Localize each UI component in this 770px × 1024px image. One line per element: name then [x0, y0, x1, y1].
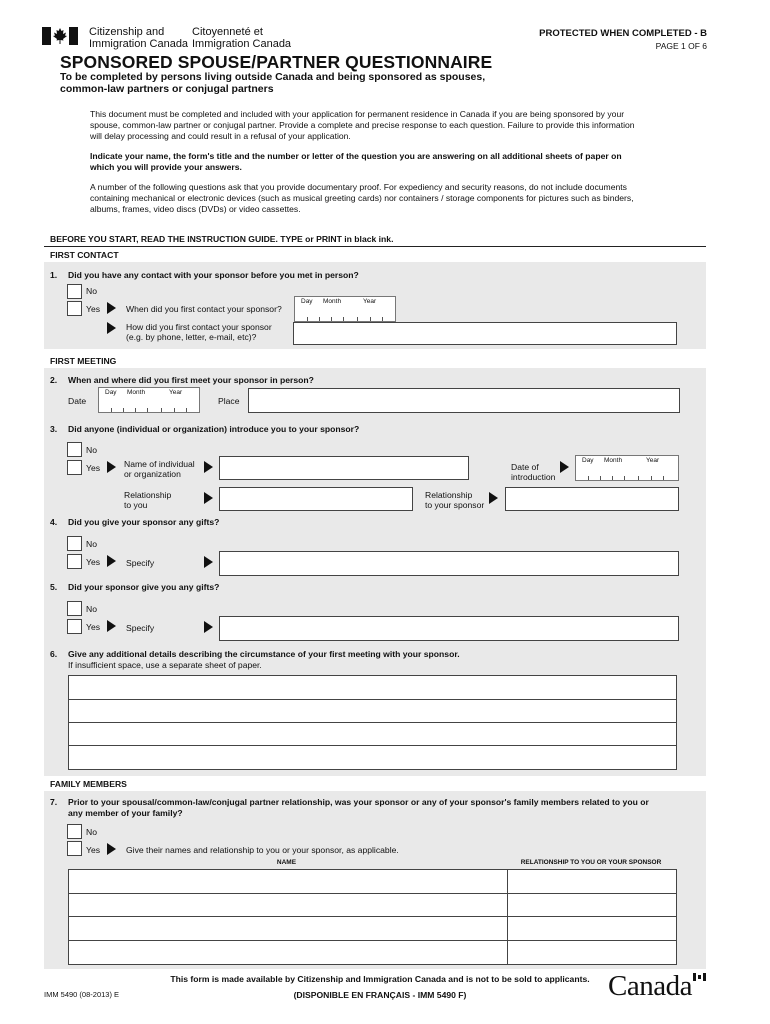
section-first-contact: FIRST CONTACT	[50, 250, 119, 260]
q7-no-checkbox[interactable]	[67, 824, 82, 839]
q1-when-label: When did you first contact your sponsor?	[126, 304, 282, 314]
q5-no-label: No	[86, 604, 97, 614]
dept-fr-line2: Immigration Canada	[192, 38, 292, 50]
q7-yes-label: Yes	[86, 845, 101, 855]
name-cell[interactable]	[69, 917, 507, 940]
q3-rel-sponsor-input[interactable]	[505, 487, 679, 511]
q3-rel-sp-line1: Relationship	[425, 490, 473, 500]
q1-how-line2: (e.g. by phone, letter, e-mail, etc)?	[126, 332, 257, 342]
arrow-icon	[107, 461, 116, 473]
q2-question: When and where did you first meet your sponsor in person?	[68, 375, 314, 385]
intro-paragraph-1	[90, 109, 690, 142]
section-family-members: FAMILY MEMBERS	[50, 779, 127, 789]
q3-question: Did anyone (individual or organization) introduce you to your sponsor?	[68, 424, 360, 434]
intro-p3-line2: containing mechanical or electronic devices (such as musical greeting cards) nor containers / storage components for pictures such as binders,	[90, 193, 634, 203]
dept-name-en	[89, 26, 188, 50]
q3-rel-you-label	[124, 490, 171, 510]
q6-question: Give any additional details describing the circumstance of your first meeting with your sponsor.	[68, 649, 460, 659]
month-label: Month	[127, 389, 146, 396]
q3-yes-checkbox[interactable]	[67, 460, 82, 475]
day-label: Day	[301, 298, 313, 305]
arrow-icon	[107, 843, 116, 855]
q6-note: If insufficient space, use a separate sheet of paper.	[68, 660, 262, 670]
dept-name-fr	[192, 26, 291, 50]
q6-details-textarea[interactable]	[68, 675, 677, 770]
q2-place-label: Place	[218, 396, 240, 406]
q3-name-line2: or organization	[124, 469, 181, 479]
q1-how-label	[126, 322, 272, 342]
q6-line	[69, 699, 676, 700]
year-label: Year	[363, 298, 377, 305]
q5-gifts-input[interactable]	[219, 616, 679, 641]
footer-french-note: (DISPONIBLE EN FRANÇAIS - IMM 5490 F)	[293, 990, 467, 1000]
q4-no-label: No	[86, 539, 97, 549]
family-table	[68, 869, 677, 965]
q1-number: 1.	[50, 270, 58, 280]
q2-date-label: Date	[68, 396, 87, 406]
footer-notice: This form is made available by Citizenship and Immigration Canada and is not to be sold to applicants.	[170, 974, 590, 984]
year-label: Year	[646, 457, 660, 464]
subtitle-line2: common-law partners or conjugal partners	[60, 83, 274, 95]
q5-yes-checkbox[interactable]	[67, 619, 82, 634]
intro-paragraph-2	[90, 151, 690, 173]
arrow-icon	[489, 492, 498, 504]
arrow-icon	[204, 461, 213, 473]
q1-no-label: No	[86, 286, 97, 296]
form-id: IMM 5490 (08-2013) E	[44, 990, 120, 999]
q1-question: Did you have any contact with your sponsor before you met in person?	[68, 270, 359, 280]
q3-rel-you-line1: Relationship	[124, 490, 172, 500]
q3-rel-you-input[interactable]	[219, 487, 413, 511]
q3-date-line1: Date of	[511, 462, 539, 472]
year-label: Year	[169, 389, 183, 396]
wordmark-flag-icon	[693, 973, 706, 981]
q7-question-line2: any member of your family?	[68, 808, 183, 818]
q1-no-checkbox[interactable]	[67, 284, 82, 299]
intro-p3-line1: A number of the following questions ask that you provide documentary proof. For expediency and security reasons, do not include documents	[90, 182, 627, 192]
q6-line	[69, 722, 676, 723]
arrow-icon	[107, 302, 116, 314]
day-label: Day	[582, 457, 594, 464]
q7-no-label: No	[86, 827, 97, 837]
q3-name-input[interactable]	[219, 456, 469, 480]
day-label: Day	[105, 389, 117, 396]
q1-yes-label: Yes	[86, 304, 101, 314]
form-title: SPONSORED SPOUSE/PARTNER QUESTIONNAIRE	[60, 52, 493, 72]
q5-question: Did your sponsor give you any gifts?	[68, 582, 220, 592]
q4-number: 4.	[50, 517, 58, 527]
q2-number: 2.	[50, 375, 58, 385]
q4-gifts-input[interactable]	[219, 551, 679, 576]
relationship-cell[interactable]	[508, 917, 676, 940]
intro-p1-line1: This document must be completed and included with your application for permanent residence in Canada if you are being sponsored by your	[90, 109, 625, 119]
name-cell[interactable]	[69, 870, 507, 893]
q7-yes-instruction: Give their names and relationship to you or your sponsor, as applicable.	[126, 845, 399, 855]
intro-p2-line1: Indicate your name, the form's title and the number or letter of the question you are answering on all additional sheets of paper on	[90, 151, 622, 161]
relationship-cell[interactable]	[508, 941, 676, 964]
relationship-cell[interactable]	[508, 894, 676, 916]
arrow-icon	[107, 555, 116, 567]
q2-meeting-date-field[interactable]	[98, 387, 200, 413]
q7-number: 7.	[50, 797, 58, 807]
q5-yes-label: Yes	[86, 622, 101, 632]
q4-specify-label: Specify	[126, 558, 155, 568]
col-header-relationship: RELATIONSHIP TO YOU OR YOUR SPONSOR	[520, 859, 662, 866]
arrow-icon	[204, 621, 213, 633]
intro-p1-line2: spouse, common-law partner or conjugal partner. Provide a complete and precise response to each question. Failure to provide this information	[90, 120, 635, 130]
q1-how-line1: How did you first contact your sponsor	[126, 322, 272, 332]
before-start-note: BEFORE YOU START, READ THE INSTRUCTION GUIDE. TYPE or PRINT in black ink.	[50, 234, 394, 244]
arrow-icon	[107, 322, 116, 334]
dept-fr-line1: Citoyenneté et	[192, 26, 263, 38]
q3-intro-date-field[interactable]	[575, 455, 679, 481]
arrow-icon	[204, 556, 213, 568]
col-header-name: NAME	[276, 859, 297, 866]
q7-question	[68, 797, 649, 819]
canada-flag-logo	[42, 27, 78, 45]
month-label: Month	[604, 457, 623, 464]
q5-no-checkbox[interactable]	[67, 601, 82, 616]
q3-no-label: No	[86, 445, 97, 455]
q4-no-checkbox[interactable]	[67, 536, 82, 551]
protected-label: PROTECTED WHEN COMPLETED - B	[539, 28, 707, 39]
intro-p1-line3: will delay processing and could result in a refusal of your application.	[90, 131, 351, 141]
q3-name-line1: Name of individual	[124, 459, 195, 469]
arrow-icon	[107, 620, 116, 632]
dept-en-line2: Immigration Canada	[89, 38, 189, 50]
q7-yes-checkbox[interactable]	[67, 841, 82, 856]
q1-how-input[interactable]	[293, 322, 677, 345]
q1-yes-checkbox[interactable]	[67, 301, 82, 316]
q3-rel-you-line2: to you	[124, 500, 148, 510]
page-number: PAGE 1 OF 6	[655, 41, 707, 51]
arrow-icon	[204, 492, 213, 504]
q6-line	[69, 745, 676, 746]
section-first-meeting: FIRST MEETING	[50, 356, 117, 366]
q1-contact-date-field[interactable]	[294, 296, 396, 322]
q3-no-checkbox[interactable]	[67, 442, 82, 457]
canada-wordmark: Canada	[608, 970, 692, 1002]
q2-place-input[interactable]	[248, 388, 680, 413]
maple-leaf-icon	[53, 28, 67, 44]
q6-number: 6.	[50, 649, 58, 659]
name-cell[interactable]	[69, 941, 507, 964]
name-cell[interactable]	[69, 894, 507, 916]
q3-date-line2: introduction	[511, 472, 556, 482]
q3-rel-sp-line2: to your sponsor	[425, 500, 485, 510]
intro-p2-line2: which you will provide your answers.	[90, 162, 242, 172]
q3-yes-label: Yes	[86, 463, 101, 473]
q3-number: 3.	[50, 424, 58, 434]
intro-p3-line3: albums, frames, video discs (DVDs) or video cassettes.	[90, 204, 301, 214]
q7-question-line1: Prior to your spousal/common-law/conjugal partner relationship, was your sponsor or any of your sponsor's family members related to you or	[68, 797, 649, 807]
q4-yes-label: Yes	[86, 557, 101, 567]
q3-name-label	[124, 459, 195, 479]
month-label: Month	[323, 298, 342, 305]
relationship-cell[interactable]	[508, 870, 676, 893]
form-subtitle	[60, 71, 485, 95]
header-divider	[44, 246, 706, 247]
q3-rel-sponsor-label	[425, 490, 484, 510]
subtitle-line1: To be completed by persons living outside Canada and being sponsored as spouses,	[60, 71, 486, 83]
arrow-icon	[560, 461, 569, 473]
intro-paragraph-3	[90, 182, 690, 215]
q4-question: Did you give your sponsor any gifts?	[68, 517, 220, 527]
dept-en-line1: Citizenship and	[89, 26, 165, 38]
q3-date-label	[511, 462, 555, 482]
q5-number: 5.	[50, 582, 58, 592]
q5-specify-label: Specify	[126, 623, 155, 633]
q4-yes-checkbox[interactable]	[67, 554, 82, 569]
